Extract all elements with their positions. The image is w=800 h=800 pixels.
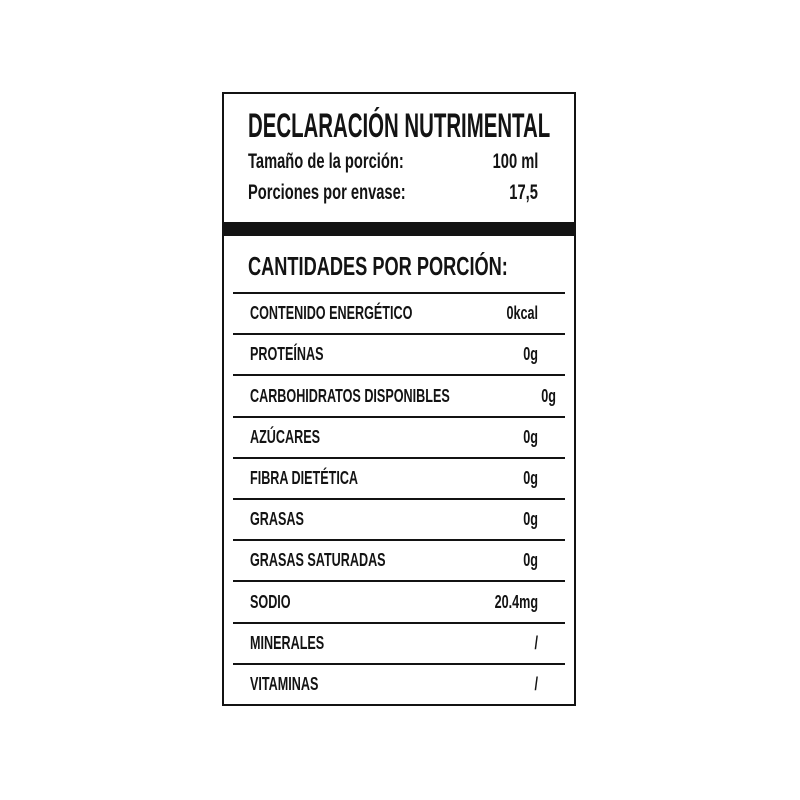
servings-per-container-label: Porciones por envase:	[248, 181, 406, 204]
nutrient-label: MINERALES	[250, 632, 325, 653]
nutrient-value: 0g	[541, 385, 557, 406]
nutrient-value: 0g	[523, 550, 538, 571]
nutrient-label: CARBOHIDRATOS DISPONIBLES	[250, 385, 450, 406]
nutrient-value: /	[534, 632, 538, 653]
nutrient-value: 0g	[523, 426, 538, 447]
nutrient-label: AZÚCARES	[250, 426, 321, 447]
nutrient-label: GRASAS SATURADAS	[250, 550, 386, 571]
nutrient-label: PROTEÍNAS	[250, 344, 324, 365]
nutrient-row-sodio	[233, 582, 565, 623]
nutrient-label: CONTENIDO ENERGÉTICO	[250, 303, 413, 324]
nutrient-label: GRASAS	[250, 509, 304, 530]
nutrient-row-carbohidratos	[233, 376, 565, 417]
section-header	[224, 236, 574, 282]
nutrient-value: 0g	[523, 467, 538, 488]
nutrient-row-vitaminas	[233, 665, 565, 704]
nutrient-row-minerales	[233, 624, 565, 665]
nutrient-value: /	[534, 673, 538, 694]
nutrient-label: FIBRA DIETÉTICA	[250, 467, 359, 488]
nutrient-value: 0kcal	[506, 303, 538, 324]
nutrient-row-fibra	[233, 459, 565, 500]
nutrient-value: 0g	[523, 344, 538, 365]
nutrient-label: VITAMINAS	[250, 673, 319, 694]
servings-per-container-value: 17,5	[509, 181, 538, 204]
label-title-text: DECLARACIÓN NUTRIMENTAL	[248, 107, 551, 145]
serving-size-row	[248, 146, 538, 177]
section-header-text: CANTIDADES POR PORCIÓN:	[248, 251, 508, 281]
nutrient-row-azucares	[233, 418, 565, 459]
nutrient-table	[233, 292, 565, 704]
nutrient-row-contenido-energetico	[233, 294, 565, 335]
section-divider-bar	[224, 222, 574, 236]
serving-size-label: Tamaño de la porción:	[248, 150, 404, 173]
servings-per-container-row	[248, 177, 538, 208]
nutrient-label: SODIO	[250, 591, 291, 612]
label-header	[224, 94, 574, 208]
nutrient-value: 20.4mg	[494, 591, 538, 612]
nutrient-row-proteinas	[233, 335, 565, 376]
serving-size-value: 100 ml	[492, 150, 538, 173]
nutrient-row-grasas	[233, 500, 565, 541]
label-title	[248, 106, 551, 146]
nutrition-label	[222, 92, 576, 706]
nutrient-value: 0g	[523, 509, 538, 530]
nutrient-row-grasas-saturadas	[233, 541, 565, 582]
